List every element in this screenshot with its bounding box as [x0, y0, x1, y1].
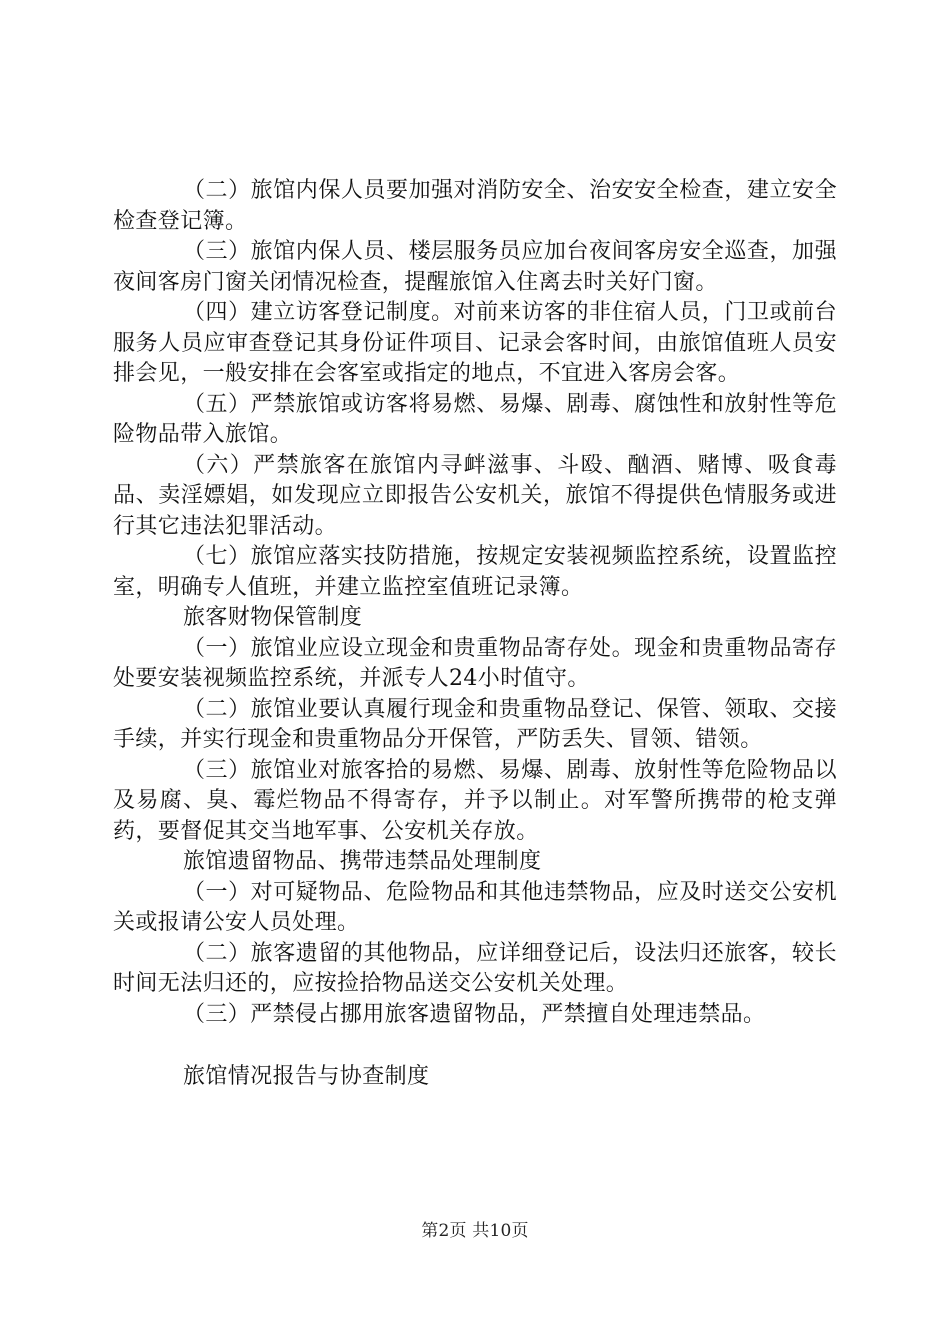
- paragraph-prohibited-conduct: （六）严禁旅客在旅馆内寻衅滋事、斗殴、酗酒、赌博、吸食毒品、卖淫嫖娼，如发现应立即报告公安机关，旅馆不得提供色情服务或进行其它违法犯罪活动。: [113, 452, 837, 539]
- paragraph-visitor-registration: （四）建立访客登记制度。对前来访客的非住宿人员，门卫或前台服务人员应审查登记其身份证件项目、记录会客时间，由旅馆值班人员安排会见，一般安排在会客室或指定的地点，不宜进入客房会客。: [113, 300, 837, 386]
- section-heading-property-custody: 旅客财物保管制度: [183, 605, 363, 630]
- paragraph-video-monitoring: （七）旅馆应落实技防措施，按规定安装视频监控系统，设置监控室，明确专人值班，并建立监控室值班记录簿。: [113, 544, 837, 600]
- paragraph-night-patrol: （三）旅馆内保人员、楼层服务员应加台夜间客房安全巡查，加强夜间客房门窗关闭情况检查，提醒旅馆入住离去时关好门窗。: [113, 239, 837, 295]
- page-footer: 第2页 共10页: [421, 1221, 529, 1241]
- paragraph-suspicious-items: （一）对可疑物品、危险物品和其他违禁物品，应及时送交公安机关或报请公安人员处理。: [113, 879, 837, 935]
- section-spacer: [113, 1030, 837, 1062]
- paragraph-hazardous-deposit: （三）旅馆业对旅客拾的易燃、易爆、剧毒、放射性等危险物品以及易腐、臭、霉烂物品不得寄存，并予以制止。对军警所携带的枪支弹药，要督促其交当地军事、公安机关存放。: [113, 757, 837, 844]
- document-body: [113, 176, 837, 1093]
- paragraph-security-check: （二）旅馆内保人员要加强对消防安全、治安安全检查，建立安全检查登记簿。: [113, 178, 837, 234]
- paragraph-valuables-procedures: （二）旅馆业要认真履行现金和贵重物品登记、保管、领取、交接手续，并实行现金和贵重物品分开保管，严防丢失、冒领、错领。: [113, 696, 837, 752]
- section-heading-lost-items: 旅馆遗留物品、携带违禁品处理制度: [183, 849, 542, 874]
- paragraph-dangerous-goods: （五）严禁旅馆或访客将易燃、易爆、剧毒、腐蚀性和放射性等危险物品带入旅馆。: [113, 391, 837, 447]
- paragraph-left-items: （二）旅客遗留的其他物品，应详细登记后，设法归还旅客，较长时间无法归还的，应按捡拾物品送交公安机关处理。: [113, 940, 837, 996]
- paragraph-valuables-deposit: （一）旅馆业应设立现金和贵重物品寄存处。现金和贵重物品寄存处要安装视频监控系统，并派专人24小时值守。: [113, 635, 837, 691]
- section-heading-reporting: 旅馆情况报告与协查制度: [183, 1064, 430, 1089]
- paragraph-no-misappropriation: （三）严禁侵占挪用旅客遗留物品，严禁擅自处理违禁品。: [183, 1001, 766, 1027]
